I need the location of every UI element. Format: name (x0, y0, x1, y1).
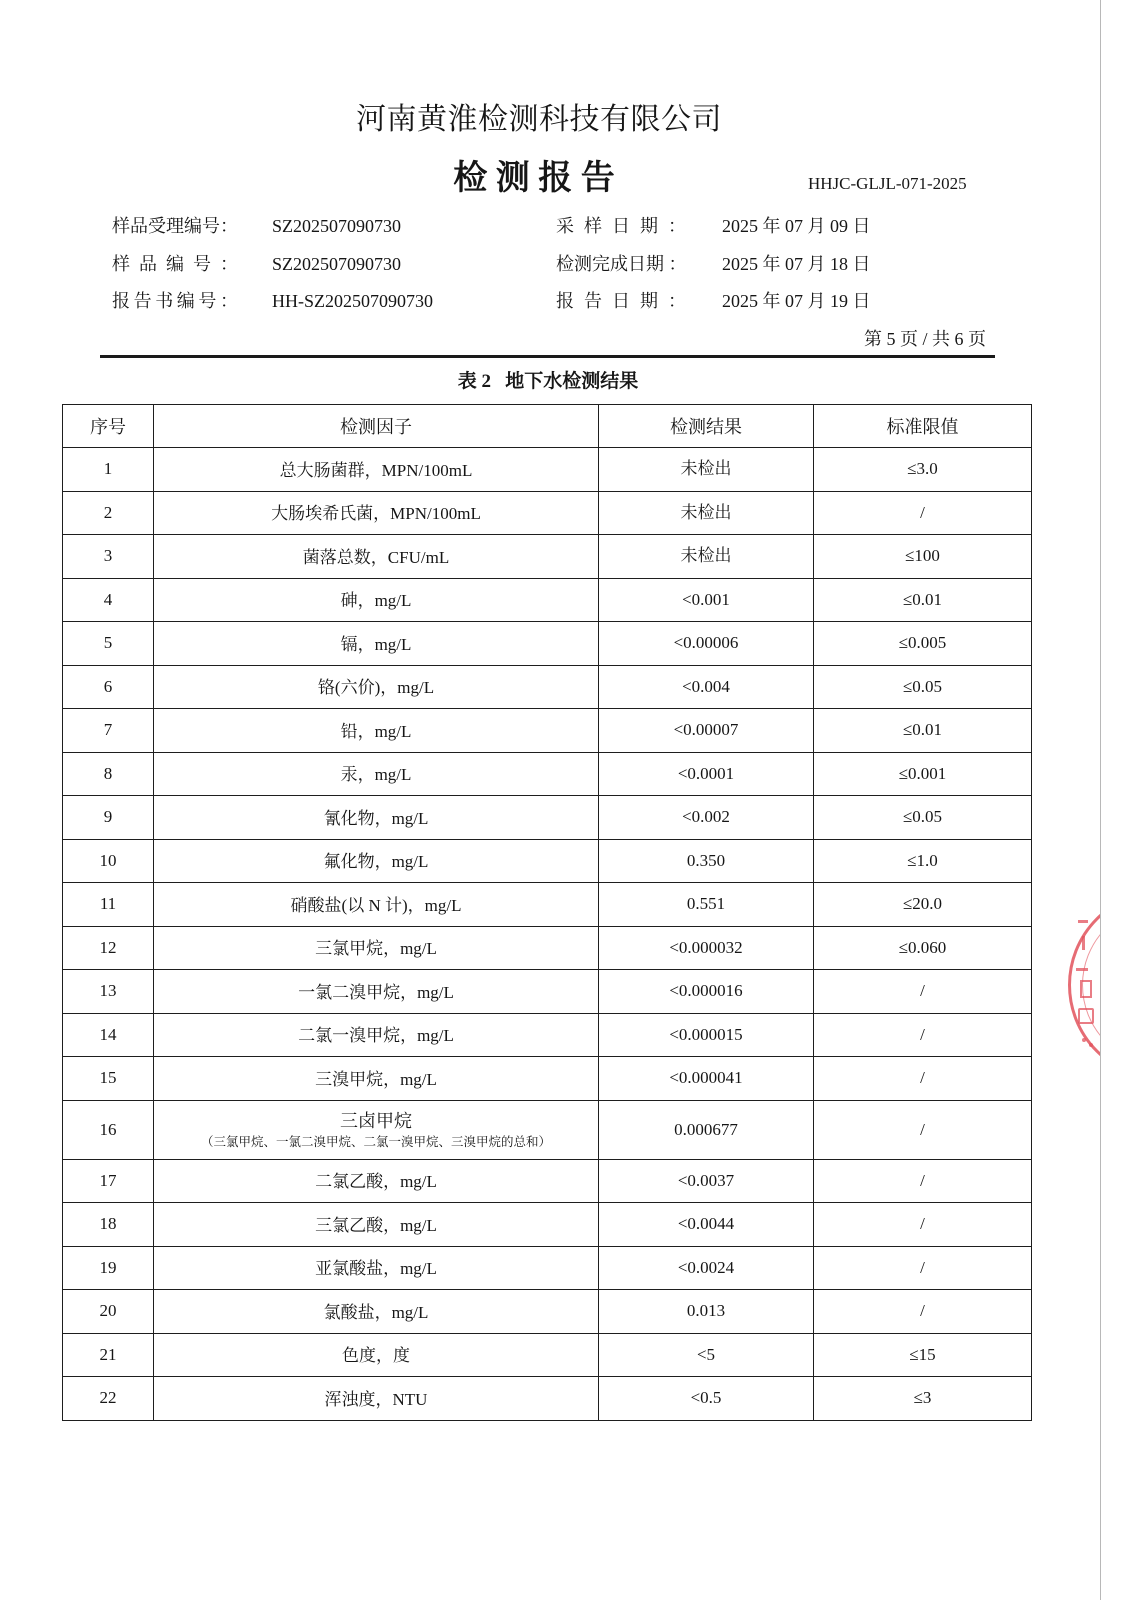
factor-text: 三氯甲烷，mg/L (315, 939, 437, 959)
row-number-cell: 18 (63, 1203, 154, 1247)
result-cell: <0.001 (599, 578, 814, 622)
row-number-cell: 14 (63, 1013, 154, 1057)
factor-text: 色度，度 (342, 1346, 410, 1366)
table-row (63, 622, 1032, 666)
factor-cell (154, 1159, 599, 1203)
row-number-cell: 12 (63, 926, 154, 970)
factor-text: 铬(六价)，mg/L (317, 678, 435, 698)
table-row (63, 1246, 1032, 1290)
sample-no-value: SZ202507090730 (272, 254, 402, 274)
factor-cell (154, 535, 599, 579)
factor-text: 浑浊度，NTU (324, 1389, 428, 1409)
limit-cell: ≤3.0 (814, 448, 1032, 492)
result-cell: 未检出 (599, 491, 814, 535)
stamp-mark (1076, 968, 1088, 971)
factor-text: 硝酸盐(以 N 计)，mg/L (290, 895, 462, 915)
row-number-cell: 5 (63, 622, 154, 666)
factor-cell (154, 709, 599, 753)
page-number: 第 5 页 / 共 6 页 (863, 329, 986, 349)
factor-text: 氯酸盐，mg/L (323, 1302, 429, 1322)
result-cell: <0.004 (599, 665, 814, 709)
stamp-mark (1078, 1008, 1094, 1024)
table-row (63, 926, 1032, 970)
table-row (63, 448, 1032, 492)
limit-cell: ≤0.05 (814, 665, 1032, 709)
table-row (63, 883, 1032, 927)
factor-text: 亚氯酸盐，mg/L (315, 1259, 437, 1279)
row-number-cell: 13 (63, 970, 154, 1014)
row-number-cell: 16 (63, 1100, 154, 1159)
limit-cell: ≤100 (814, 535, 1032, 579)
factor-text: 氰化物，mg/L (323, 808, 429, 828)
row-number-cell: 6 (63, 665, 154, 709)
factor-cell (154, 665, 599, 709)
row-number-cell: 3 (63, 535, 154, 579)
result-cell: 0.350 (599, 839, 814, 883)
result-cell: 0.013 (599, 1290, 814, 1334)
sampling-date-label: 采 样 日 期 ： (556, 216, 686, 236)
result-cell: 未检出 (599, 448, 814, 492)
info-row-3 (0, 289, 1100, 313)
table-row (63, 578, 1032, 622)
result-cell: <5 (599, 1333, 814, 1377)
table-row (63, 752, 1032, 796)
report-title: 检 测 报 告 (453, 160, 615, 197)
result-cell: 未检出 (599, 535, 814, 579)
limit-cell: ≤15 (814, 1333, 1032, 1377)
factor-cell (154, 970, 599, 1014)
factor-text: 镉，mg/L (340, 634, 412, 654)
result-cell: <0.000016 (599, 970, 814, 1014)
sampling-date-value: 2025 年 07 月 09 日 (722, 216, 871, 236)
result-cell: <0.0037 (599, 1159, 814, 1203)
limit-cell: / (814, 1100, 1032, 1159)
row-number-cell: 22 (63, 1377, 154, 1421)
result-cell: <0.000015 (599, 1013, 814, 1057)
results-table-header (63, 405, 1032, 448)
limit-cell: ≤0.05 (814, 796, 1032, 840)
factor-cell (154, 926, 599, 970)
row-number-cell: 20 (63, 1290, 154, 1334)
factor-text: 三溴甲烷，mg/L (315, 1069, 437, 1089)
table-row (63, 796, 1032, 840)
row-number-cell: 2 (63, 491, 154, 535)
header-no: 序号 (63, 405, 154, 448)
result-cell: <0.0024 (599, 1246, 814, 1290)
result-cell: 0.000677 (599, 1100, 814, 1159)
limit-cell: / (814, 970, 1032, 1014)
test-completion-date-value: 2025 年 07 月 18 日 (722, 254, 871, 274)
table-row (63, 1333, 1032, 1377)
factor-cell (154, 796, 599, 840)
factor-cell (154, 1246, 599, 1290)
limit-cell: ≤0.01 (814, 578, 1032, 622)
limit-cell: / (814, 1159, 1032, 1203)
table-row (63, 839, 1032, 883)
limit-cell: / (814, 1203, 1032, 1247)
header-divider (100, 355, 995, 358)
factor-cell (154, 1333, 599, 1377)
result-cell: <0.00006 (599, 622, 814, 666)
row-number-cell: 10 (63, 839, 154, 883)
result-cell: 0.551 (599, 883, 814, 927)
stamp-mark (1089, 1043, 1093, 1047)
results-table (62, 404, 1032, 1421)
factor-note: （三氯甲烷、一氯二溴甲烷、二氯一溴甲烷、三溴甲烷的总和） (200, 1134, 551, 1149)
factor-cell (154, 1057, 599, 1101)
limit-cell: ≤20.0 (814, 883, 1032, 927)
row-number-cell: 19 (63, 1246, 154, 1290)
factor-text: 三氯乙酸，mg/L (315, 1215, 437, 1235)
scan-edge-line (1100, 0, 1101, 1600)
factor-text: 总大肠菌群，MPN/100mL (279, 460, 473, 480)
table-row (63, 1013, 1032, 1057)
sample-no-label: 样 品 编 号 ： (112, 254, 238, 274)
info-row-2 (0, 252, 1100, 276)
factor-text: 铅，mg/L (340, 721, 412, 741)
report-date-label: 报 告 日 期 ： (556, 291, 686, 311)
row-number-cell: 9 (63, 796, 154, 840)
factor-cell (154, 883, 599, 927)
header-factor: 检测因子 (154, 405, 599, 448)
row-number-cell: 7 (63, 709, 154, 753)
result-cell: <0.0044 (599, 1203, 814, 1247)
stamp-mark (1080, 980, 1092, 998)
limit-cell: ≤0.001 (814, 752, 1032, 796)
report-no-value: HH-SZ202507090730 (272, 291, 433, 311)
factor-cell (154, 1290, 599, 1334)
factor-cell (154, 1013, 599, 1057)
table-row (63, 1290, 1032, 1334)
sample-receipt-no-value: SZ202507090730 (272, 216, 402, 236)
factor-text: 三卤甲烷 (340, 1110, 412, 1131)
report-date-value: 2025 年 07 月 19 日 (722, 291, 871, 311)
factor-text: 二氯乙酸，mg/L (315, 1172, 437, 1192)
table-caption: 表 2 地下水检测结果 (457, 371, 639, 392)
header-row (63, 405, 1032, 448)
company-name: 河南黄淮检测科技有限公司 (356, 103, 722, 136)
factor-text: 砷，mg/L (340, 591, 412, 611)
factor-cell (154, 448, 599, 492)
limit-cell: ≤1.0 (814, 839, 1032, 883)
limit-cell: / (814, 1246, 1032, 1290)
stamp-fragment (1062, 880, 1100, 1090)
factor-cell (154, 622, 599, 666)
table-row (63, 1057, 1032, 1101)
factor-cell (154, 491, 599, 535)
row-number-cell: 15 (63, 1057, 154, 1101)
factor-text: 一氯二溴甲烷，mg/L (298, 982, 454, 1002)
factor-cell (154, 1377, 599, 1421)
table-row (63, 1377, 1032, 1421)
table-row (63, 1203, 1032, 1247)
table-row (63, 665, 1032, 709)
factor-text: 大肠埃希氏菌，MPN/100mL (271, 504, 481, 524)
row-number-cell: 4 (63, 578, 154, 622)
table-row (63, 1100, 1032, 1159)
limit-cell: / (814, 1057, 1032, 1101)
limit-cell: ≤0.060 (814, 926, 1032, 970)
factor-cell (154, 578, 599, 622)
row-number-cell: 1 (63, 448, 154, 492)
table-row (63, 1159, 1032, 1203)
row-number-cell: 21 (63, 1333, 154, 1377)
factor-text: 氟化物，mg/L (323, 852, 429, 872)
stamp-mark (1082, 936, 1085, 950)
table-row (63, 970, 1032, 1014)
test-completion-date-label: 检测完成日期 ： (556, 254, 687, 274)
table-row (63, 491, 1032, 535)
stamp-mark (1078, 920, 1088, 923)
limit-cell: / (814, 1013, 1032, 1057)
limit-cell: ≤0.005 (814, 622, 1032, 666)
limit-cell: / (814, 491, 1032, 535)
report-no-label: 报告书编号： (112, 291, 238, 311)
result-cell: <0.002 (599, 796, 814, 840)
results-table-body (63, 448, 1032, 1421)
row-number-cell: 17 (63, 1159, 154, 1203)
factor-cell (154, 839, 599, 883)
result-cell: <0.000032 (599, 926, 814, 970)
result-cell: <0.0001 (599, 752, 814, 796)
result-cell: <0.000041 (599, 1057, 814, 1101)
factor-cell (154, 1100, 599, 1159)
table-row (63, 709, 1032, 753)
factor-cell (154, 752, 599, 796)
factor-cell (154, 1203, 599, 1247)
stamp-mark (1082, 1038, 1086, 1042)
table-row (63, 535, 1032, 579)
result-cell: <0.5 (599, 1377, 814, 1421)
header-result: 检测结果 (599, 405, 814, 448)
info-row-1 (0, 214, 1100, 238)
document-code: HHJC-GLJL-071-2025 (808, 174, 967, 193)
factor-text: 汞，mg/L (340, 765, 412, 785)
limit-cell: ≤0.01 (814, 709, 1032, 753)
result-cell: <0.00007 (599, 709, 814, 753)
factor-text: 菌落总数，CFU/mL (302, 547, 450, 567)
sample-receipt-no-label: 样品受理编号： (112, 216, 238, 236)
factor-text: 二氯一溴甲烷，mg/L (298, 1026, 454, 1046)
header-limit: 标准限值 (814, 405, 1032, 448)
limit-cell: / (814, 1290, 1032, 1334)
row-number-cell: 8 (63, 752, 154, 796)
row-number-cell: 11 (63, 883, 154, 927)
limit-cell: ≤3 (814, 1377, 1032, 1421)
